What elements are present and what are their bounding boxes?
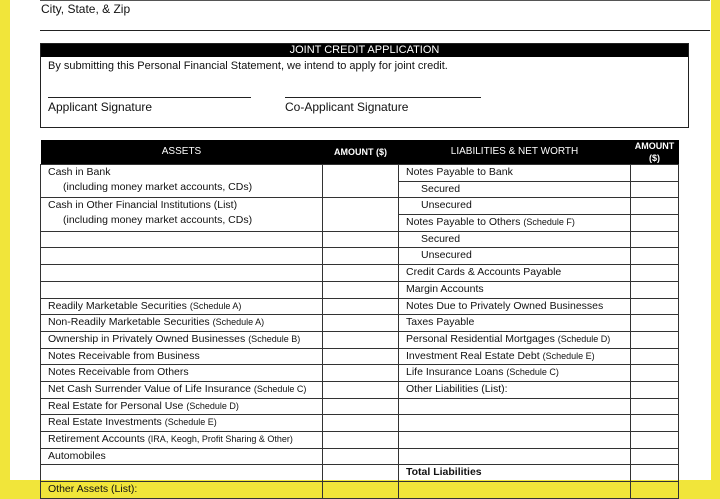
asset-amount-cell[interactable] [323,248,399,265]
applicant-signature-line[interactable] [48,97,251,98]
schedule-ref: (IRA, Keogh, Profit Sharing & Other) [147,434,293,444]
asset-amount-cell[interactable] [323,315,399,332]
liability-blank-cell[interactable] [399,415,631,432]
asset-amount-cell[interactable] [323,365,399,382]
liability-amount-cell[interactable] [631,315,679,332]
liability-amount-cell[interactable] [631,415,679,432]
asset-amount-cell[interactable] [323,415,399,432]
liability-label: Notes Payable to Others [406,216,521,229]
total-liabilities-label: Total Liabilities [399,465,631,482]
asset-amount-cell[interactable] [323,281,399,298]
liability-label: Unsecured [399,198,631,215]
asset-cash-in-bank [41,165,323,198]
table-row [41,365,679,382]
liability-amount-cell[interactable] [631,181,679,198]
coapplicant-signature-label: Co-Applicant Signature [285,100,409,114]
schedule-ref: (Schedule E) [542,350,595,361]
schedule-ref: (Schedule F) [523,217,575,228]
table-row [41,465,679,482]
schedule-ref: (Schedule C) [253,383,307,394]
liability-amount-cell[interactable] [631,215,679,232]
coapplicant-signature-line[interactable] [285,97,481,98]
joint-credit-statement: By submitting this Personal Financial Statement, we intend to apply for joint credit. [48,60,448,72]
asset-label: Notes Receivable from Business [41,348,323,365]
asset-label: Retirement Accounts [48,433,145,445]
asset-ownership [41,331,323,348]
joint-credit-title: JOINT CREDIT APPLICATION [41,44,688,57]
liability-notes-others [399,215,631,232]
asset-amount-cell[interactable] [323,482,399,499]
liability-label: Personal Residential Mortgages [406,332,555,345]
liability-amount-cell[interactable] [631,482,679,499]
asset-amount-cell[interactable] [323,465,399,482]
asset-amount-cell[interactable] [323,348,399,365]
table-row [41,315,679,332]
asset-label: Notes Receivable from Others [41,365,323,382]
liability-blank-cell[interactable] [399,398,631,415]
asset-label: Other Assets (List): [41,482,323,499]
liability-amount-cell[interactable] [631,348,679,365]
asset-amount-cell[interactable] [323,298,399,315]
liability-amount-cell[interactable] [631,165,679,182]
asset-label: Non-Readily Marketable Securities [48,316,210,329]
liability-amount-cell[interactable] [631,432,679,449]
asset-retirement [41,432,323,449]
applicant-signature-label: Applicant Signature [48,100,153,114]
asset-label: Real Estate for Personal Use [48,399,184,412]
schedule-ref: (Schedule A) [189,300,242,311]
liability-amount-cell[interactable] [631,365,679,382]
liability-label: Credit Cards & Accounts Payable [399,265,631,282]
liability-mortgages [399,331,631,348]
table-row [41,432,679,449]
asset-cash-other [41,198,323,231]
table-row [41,198,679,215]
asset-amount-cell[interactable] [323,231,399,248]
asset-re-invest [41,415,323,432]
schedule-ref: (Schedule D) [557,333,611,344]
liability-label: Investment Real Estate Debt [406,349,540,362]
asset-sublabel: (including money market accounts, CDs) [63,181,253,193]
liability-amount-cell[interactable] [631,381,679,398]
table-row [41,415,679,432]
total-liabilities-amount[interactable] [631,465,679,482]
asset-amount-cell[interactable] [323,381,399,398]
form-page [10,0,711,496]
city-state-zip-field[interactable] [40,0,710,31]
asset-blank-cell[interactable] [41,265,323,282]
liability-amount-cell[interactable] [631,398,679,415]
asset-sublabel: (including money market accounts, CDs) [63,214,253,227]
asset-blank-cell[interactable] [41,231,323,248]
schedule-ref: (Schedule B) [248,333,301,344]
asset-amount-cell[interactable] [323,198,399,231]
table-row [41,398,679,415]
liability-investment-debt [399,348,631,365]
table-row [41,281,679,298]
asset-label: Ownership in Privately Owned Businesses [48,332,246,345]
table-row [41,231,679,248]
liability-amount-cell[interactable] [631,198,679,215]
asset-blank-cell[interactable] [41,248,323,265]
table-row [41,448,679,465]
joint-credit-section [40,43,689,128]
liability-label: Other Liabilities (List): [399,381,631,398]
asset-blank-cell[interactable] [41,281,323,298]
asset-label: Real Estate Investments [48,416,162,429]
liability-blank-cell[interactable] [399,482,631,499]
asset-amount-cell[interactable] [323,432,399,449]
liabilities-amount-header: AMOUNT ($) [631,140,679,165]
liability-amount-cell[interactable] [631,248,679,265]
liability-label: Notes Payable to Bank [399,165,631,182]
table-row [41,248,679,265]
table-row [41,381,679,398]
asset-label: Cash in Other Financial Institutions (List) [48,199,238,212]
asset-amount-cell[interactable] [323,448,399,465]
asset-non-readily-marketable [41,315,323,332]
table-row [41,331,679,348]
schedule-ref: (Schedule E) [164,417,217,428]
asset-re-personal [41,398,323,415]
liability-amount-cell[interactable] [631,265,679,282]
liability-amount-cell[interactable] [631,231,679,248]
asset-label: Automobiles [41,448,323,465]
liabilities-header: LIABILITIES & NET WORTH [399,140,631,165]
liability-blank-cell[interactable] [399,448,631,465]
liability-label: Margin Accounts [399,281,631,298]
liability-amount-cell[interactable] [631,281,679,298]
city-state-zip-label: City, State, & Zip [41,2,131,16]
table-row [41,165,679,182]
liability-label: Notes Due to Privately Owned Businesses [399,298,631,315]
liability-label: Life Insurance Loans [406,366,504,379]
liability-amount-cell[interactable] [631,448,679,465]
liability-life-loans [399,365,631,382]
liability-label: Taxes Payable [399,315,631,332]
liability-label: Unsecured [399,248,631,265]
financial-statement-table [40,140,679,499]
liability-blank-cell[interactable] [399,432,631,449]
schedule-ref: (Schedule D) [186,400,239,411]
table-row [41,482,679,499]
assets-amount-header: AMOUNT ($) [323,140,399,165]
asset-amount-cell[interactable] [323,331,399,348]
table-row [41,265,679,282]
asset-amount-cell[interactable] [323,165,399,198]
asset-net-cash [41,381,323,398]
asset-readily-marketable [41,298,323,315]
asset-amount-cell[interactable] [323,265,399,282]
liability-label: Secured [399,231,631,248]
table-row [41,298,679,315]
asset-label: Cash in Bank [48,166,111,178]
schedule-ref: (Schedule A) [212,317,265,328]
table-row [41,348,679,365]
assets-header: ASSETS [41,140,323,165]
asset-blank-cell[interactable] [41,465,323,482]
liability-amount-cell[interactable] [631,331,679,348]
asset-amount-cell[interactable] [323,398,399,415]
asset-label: Readily Marketable Securities [48,299,187,312]
liability-label: Secured [399,181,631,198]
table-header-row [41,140,679,165]
liability-amount-cell[interactable] [631,298,679,315]
asset-label: Net Cash Surrender Value of Life Insurance [48,382,251,395]
schedule-ref: (Schedule C) [506,367,559,378]
